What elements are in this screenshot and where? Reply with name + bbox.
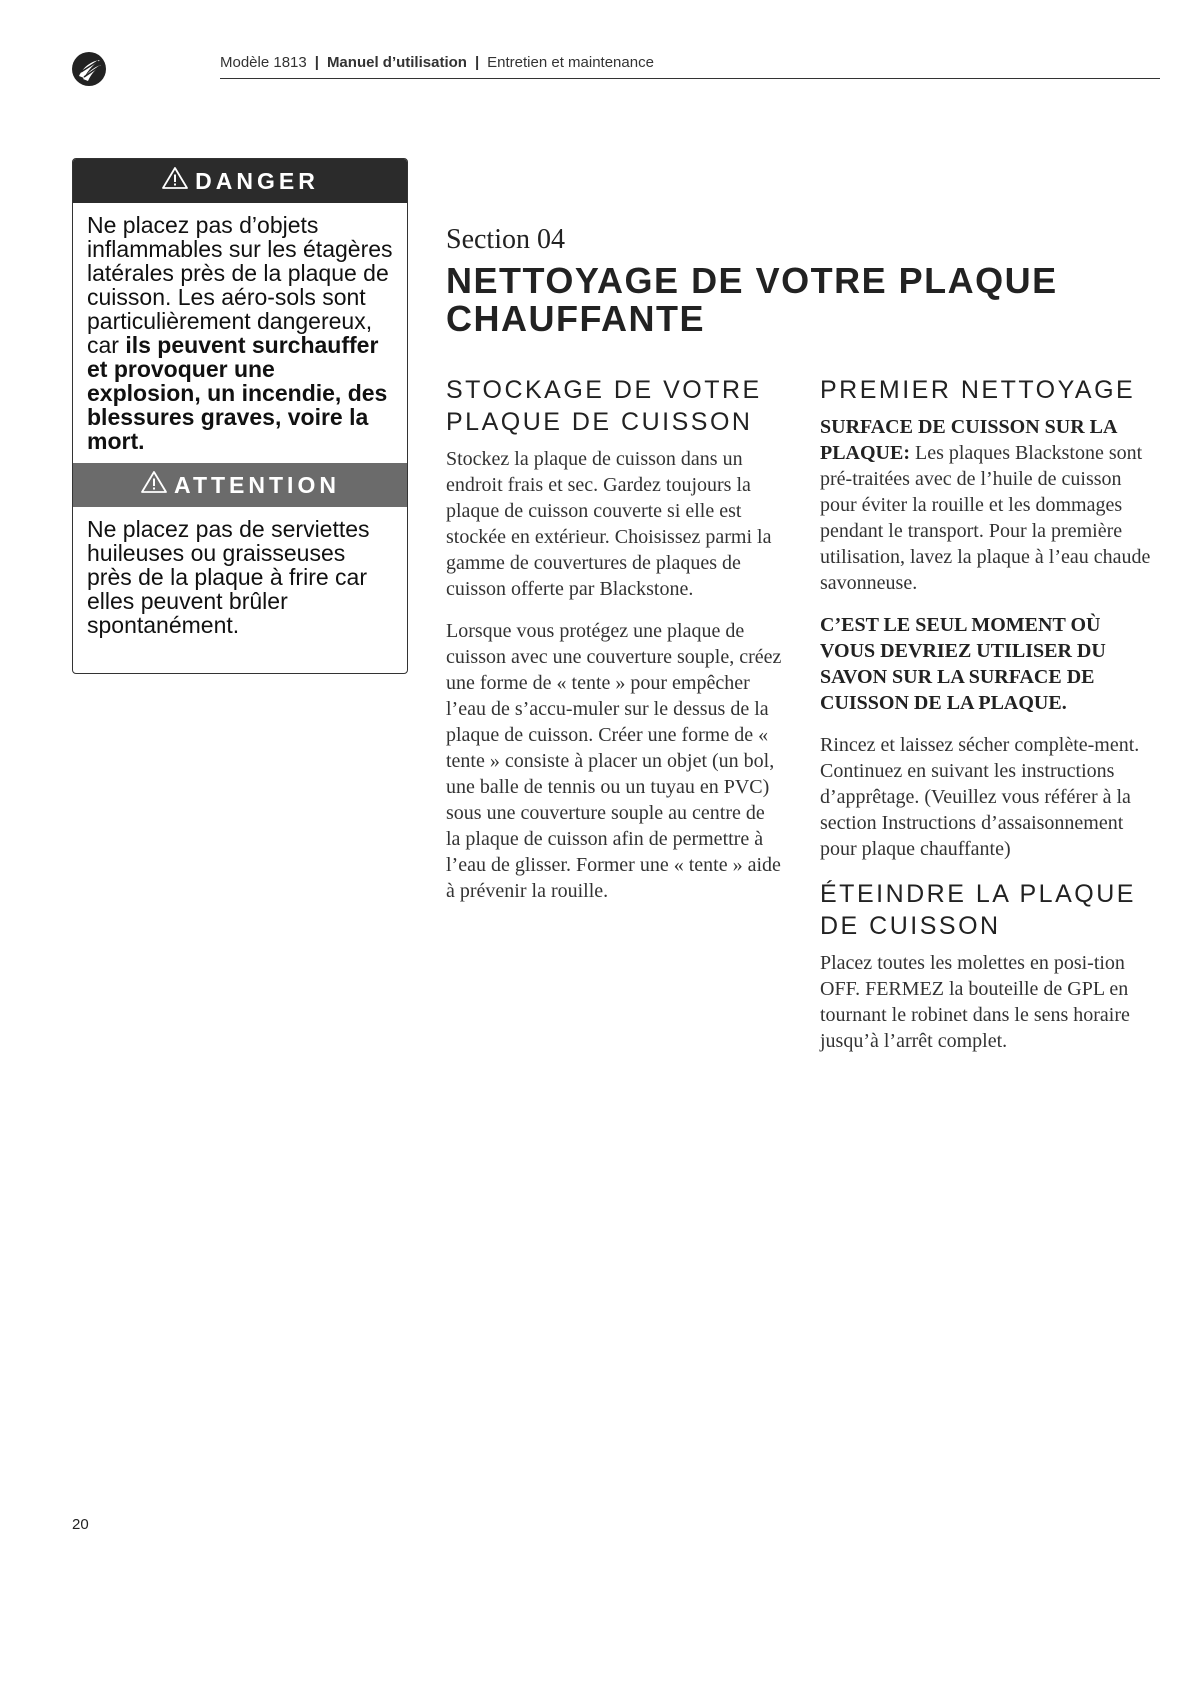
attention-text: Ne placez pas de serviettes huileuses ou graisseuses près de la plaque à frire car elles peuvent brûler spontanément. xyxy=(87,516,370,638)
soap-warning-paragraph: C’EST LE SEUL MOMENT OÙ VOUS DEVRIEZ UTILISER DU SAVON SUR LA SURFACE DE CUISSON DE LA PLAQUE. xyxy=(820,614,1106,714)
attention-header xyxy=(73,463,407,507)
brand-logo-icon xyxy=(72,52,106,86)
page-header xyxy=(220,54,1160,79)
warning-triangle-icon xyxy=(161,166,189,196)
header-separator: | xyxy=(314,54,319,71)
warning-triangle-icon xyxy=(140,470,168,500)
section-label: Section 04 xyxy=(446,224,565,255)
right-column xyxy=(820,374,1158,1070)
danger-label: DANGER xyxy=(195,167,319,194)
storage-paragraph-1: Stockez la plaque de cuisson dans un endroit frais et sec. Gardez toujours la plaque de cuisson couverte si elle est stockée en extérieur. Choisissez parmi la gamme de couvertures de plaques de cuisson offerte par Blackstone. xyxy=(446,448,772,600)
danger-header xyxy=(73,159,407,203)
warning-box xyxy=(72,158,408,674)
danger-text-normal: Ne placez pas d’objets inflammables sur les étagères latérales près de la plaque de cuisson. Les aéro-sols sont particulièrement dangereux, car xyxy=(87,212,393,358)
section-title: NETTOYAGE DE VOTRE PLAQUE CHAUFFANTE xyxy=(446,260,1058,339)
attention-label: ATTENTION xyxy=(174,471,340,498)
rinse-paragraph: Rincez et laissez sécher complète-ment. Continuez en suivant les instructions d’apprêtage. (Veuillez vous référer à la section Instructions d’assaisonnement pour plaque chauffante) xyxy=(820,734,1140,860)
first-cleaning-paragraph xyxy=(820,414,1158,596)
header-manual: Manuel d’utilisation xyxy=(326,54,467,71)
turn-off-heading: ÉTEINDRE LA PLAQUE DE CUISSON xyxy=(820,880,1136,940)
first-cleaning-heading: PREMIER NETTOYAGE xyxy=(820,376,1136,404)
cooking-surface-label: SURFACE DE CUISSON SUR LA PLAQUE: xyxy=(820,416,1117,464)
header-separator: | xyxy=(474,54,480,71)
danger-text-bold: ils peuvent surchauffer et provoquer une explosion, un incendie, des blessures graves, voire la mort. xyxy=(87,332,388,454)
turn-off-paragraph: Placez toutes les molettes en posi-tion OFF. FERMEZ la bouteille de GPL en tournant le robinet dans le sens horaire jusqu’à l’arrêt complet. xyxy=(820,952,1130,1052)
header-section: Entretien et maintenance xyxy=(487,54,654,71)
danger-text xyxy=(73,203,407,463)
page-number: 20 xyxy=(72,1516,89,1533)
storage-paragraph-2: Lorsque vous protégez une plaque de cuisson avec une couverture souple, créez une forme de « tente » pour empêcher l’eau de s’accu-muler sur le dessus de la plaque de cuisson. Créer une forme de « tente » consiste à placer un objet (un bol, une balle de tennis ou un tuyau en PVC) sous une couverture souple au centre de la plaque de cuisson afin de permettre à l’eau de glisser. Former une « tente » aide à prévenir la rouille. xyxy=(446,620,782,902)
header-model: Modèle 1813 xyxy=(220,54,307,71)
storage-heading: STOCKAGE DE VOTRE PLAQUE DE CUISSON xyxy=(446,376,762,436)
left-column xyxy=(446,374,784,920)
first-cleaning-text: Les plaques Blackstone sont pré-traitées avec de l’huile de cuisson pour éviter la rouille et les dommages pendant le transport. Pour la première utilisation, lavez la plaque à l’eau chaude savonneuse. xyxy=(820,442,1151,594)
